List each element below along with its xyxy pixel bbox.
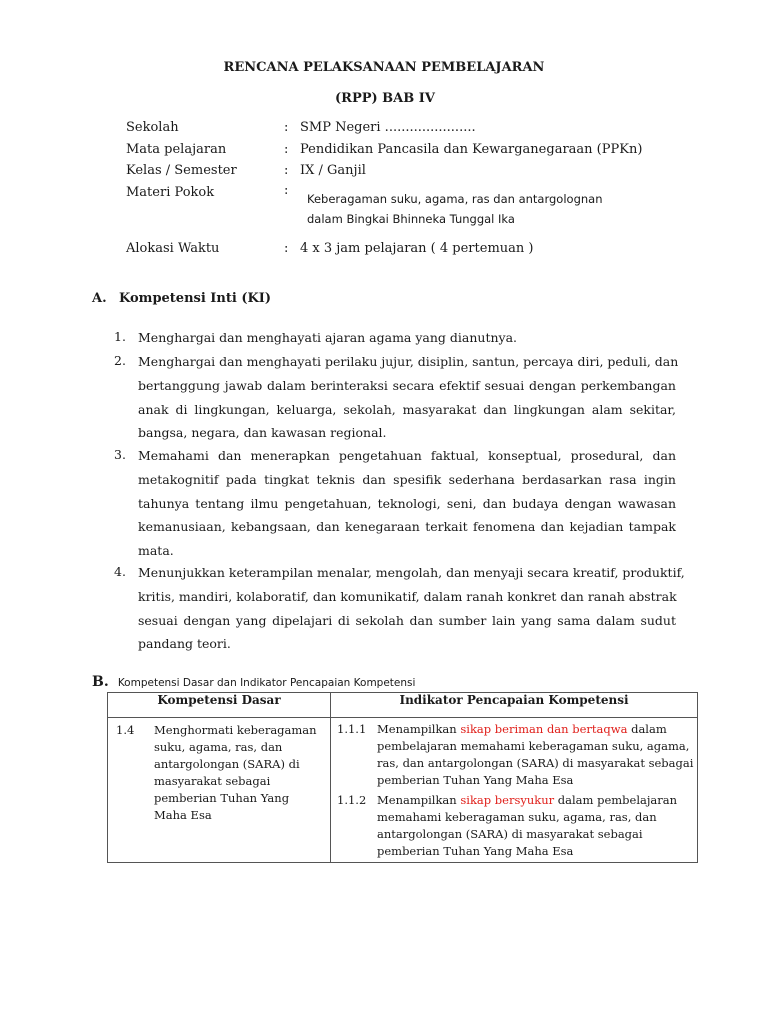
list-item-line: pandang teori.: [138, 636, 231, 652]
indicator-item: [331, 718, 697, 789]
colon: :: [284, 142, 289, 157]
list-item-line: Memahami dan menerapkan pengetahuan faktual, konseptual, prosedural, dan: [138, 448, 676, 463]
kd-text: Menghormati keberagaman suku, agama, ras, dan antargolongan (SARA) di masyarakat sebagai pemberian Tuhan Yang Maha Esa: [154, 723, 317, 822]
label-sekolah: Sekolah: [126, 120, 179, 135]
list-item: [138, 444, 676, 563]
list-item-line: Menunjukkan keterampilan menalar, mengolah, dan menyaji secara kreatif, produktif,: [138, 565, 685, 580]
indicator-text-before: Menampilkan: [377, 722, 461, 736]
indicator-text-before: Menampilkan: [377, 793, 461, 807]
colon: :: [284, 163, 289, 178]
colon: :: [284, 120, 289, 135]
indicator-highlight: sikap beriman dan bertaqwa: [460, 722, 628, 736]
column-header-kompetensi-dasar: Kompetensi Dasar: [108, 693, 331, 718]
list-item-line: anak di lingkungan, keluarga, sekolah, masyarakat dan lingkungan alam sekitar,: [138, 401, 676, 417]
list-item-number: 1.: [114, 329, 126, 344]
list-item-number: 4.: [114, 564, 126, 579]
indicator-number: 1.1.1: [337, 722, 367, 736]
list-item-line: bertanggung jawab dalam berinteraksi secara efektif sesuai dengan perkembangan: [138, 377, 676, 393]
colon: :: [284, 241, 289, 256]
document-title: RENCANA PELAKSANAAN PEMBELAJARAN: [223, 60, 545, 75]
list-item: [138, 561, 685, 656]
colon: :: [284, 183, 289, 198]
list-item-line: mata.: [138, 543, 174, 559]
competency-table: [107, 692, 698, 863]
list-item-number: 2.: [114, 353, 126, 368]
table-header-row: [108, 693, 698, 718]
indicator-cell: [331, 718, 698, 863]
value-mata-pelajaran: Pendidikan Pancasila dan Kewarganegaraan (PPKn): [300, 142, 643, 157]
list-item-line: bangsa, negara, dan kawasan regional.: [138, 425, 387, 441]
indicator-text: [377, 792, 697, 860]
section-a-title: Kompetensi Inti (KI): [119, 291, 271, 306]
kd-number: 1.4: [116, 723, 135, 737]
label-materi-pokok: Materi Pokok: [126, 185, 215, 200]
value-materi-pokok-line2: dalam Bingkai Bhinneka Tunggal Ika: [307, 212, 515, 226]
list-item-line: Menghargai dan menghayati ajaran agama yang dianutnya.: [138, 330, 518, 345]
kd-cell: [108, 718, 331, 863]
list-item: [138, 326, 676, 350]
label-mata-pelajaran: Mata pelajaran: [126, 142, 227, 157]
section-b-letter: B.: [92, 674, 109, 690]
section-b-title: Kompetensi Dasar dan Indikator Pencapaian Kompetensi: [117, 677, 416, 689]
list-item-line: kritis, mandiri, kolaboratif, dan komunikatif, dalam ranah konkret dan ranah abstrak: [138, 588, 677, 604]
value-alokasi-waktu: 4 x 3 jam pelajaran ( 4 pertemuan ): [300, 241, 534, 256]
indicator-text-after: dalam pembelajaran memahami keberagaman suku, agama, ras, dan antargolongan (SARA) di masyarakat sebagai pemberian Tuhan Yang Maha Esa: [377, 793, 678, 858]
list-item: [138, 350, 679, 445]
list-item-line: sesuai dengan yang dipelajari di sekolah dan sumber lain yang sama dalam sudut: [138, 612, 676, 628]
indicator-text: [377, 721, 697, 789]
list-item-line: kemanusiaan, kebangsaan, dan kenegaraan terkait fenomena dan kejadian tampak: [138, 519, 676, 535]
label-kelas-semester: Kelas / Semester: [126, 163, 237, 178]
indicator-item: [331, 789, 697, 862]
value-materi-pokok-line1: Keberagaman suku, agama, ras dan antargolognan: [307, 192, 603, 206]
document-subtitle: (RPP) BAB IV: [335, 91, 435, 106]
value-kelas-semester: IX / Ganjil: [300, 163, 366, 178]
indicator-highlight: sikap bersyukur: [460, 793, 555, 807]
list-item-line: Menghargai dan menghayati perilaku jujur, disiplin, santun, percaya diri, peduli, dan: [138, 354, 679, 369]
section-a-letter: A.: [92, 291, 107, 306]
indicator-text-after: dalam pembelajaran memahami keberagaman suku, agama, ras, dan antargolongan (SARA) di masyarakat sebagai pemberian Tuhan Yang Maha Esa: [377, 722, 694, 787]
value-sekolah: SMP Negeri ......................: [300, 120, 476, 135]
list-item-line: tahunya tentang ilmu pengetahuan, teknologi, seni, dan budaya dengan wawasan: [138, 495, 676, 511]
column-header-indikator: Indikator Pencapaian Kompetensi: [331, 693, 698, 718]
section-b-heading: [92, 671, 415, 690]
kd-item: [116, 722, 322, 824]
list-item-line: metakognitif pada tingkat teknis dan spesifik sederhana berdasarkan rasa ingin: [138, 471, 676, 487]
list-item-number: 3.: [114, 447, 126, 462]
indicator-number: 1.1.2: [337, 793, 367, 807]
label-alokasi-waktu: Alokasi Waktu: [126, 241, 220, 256]
table-row: [108, 718, 698, 863]
